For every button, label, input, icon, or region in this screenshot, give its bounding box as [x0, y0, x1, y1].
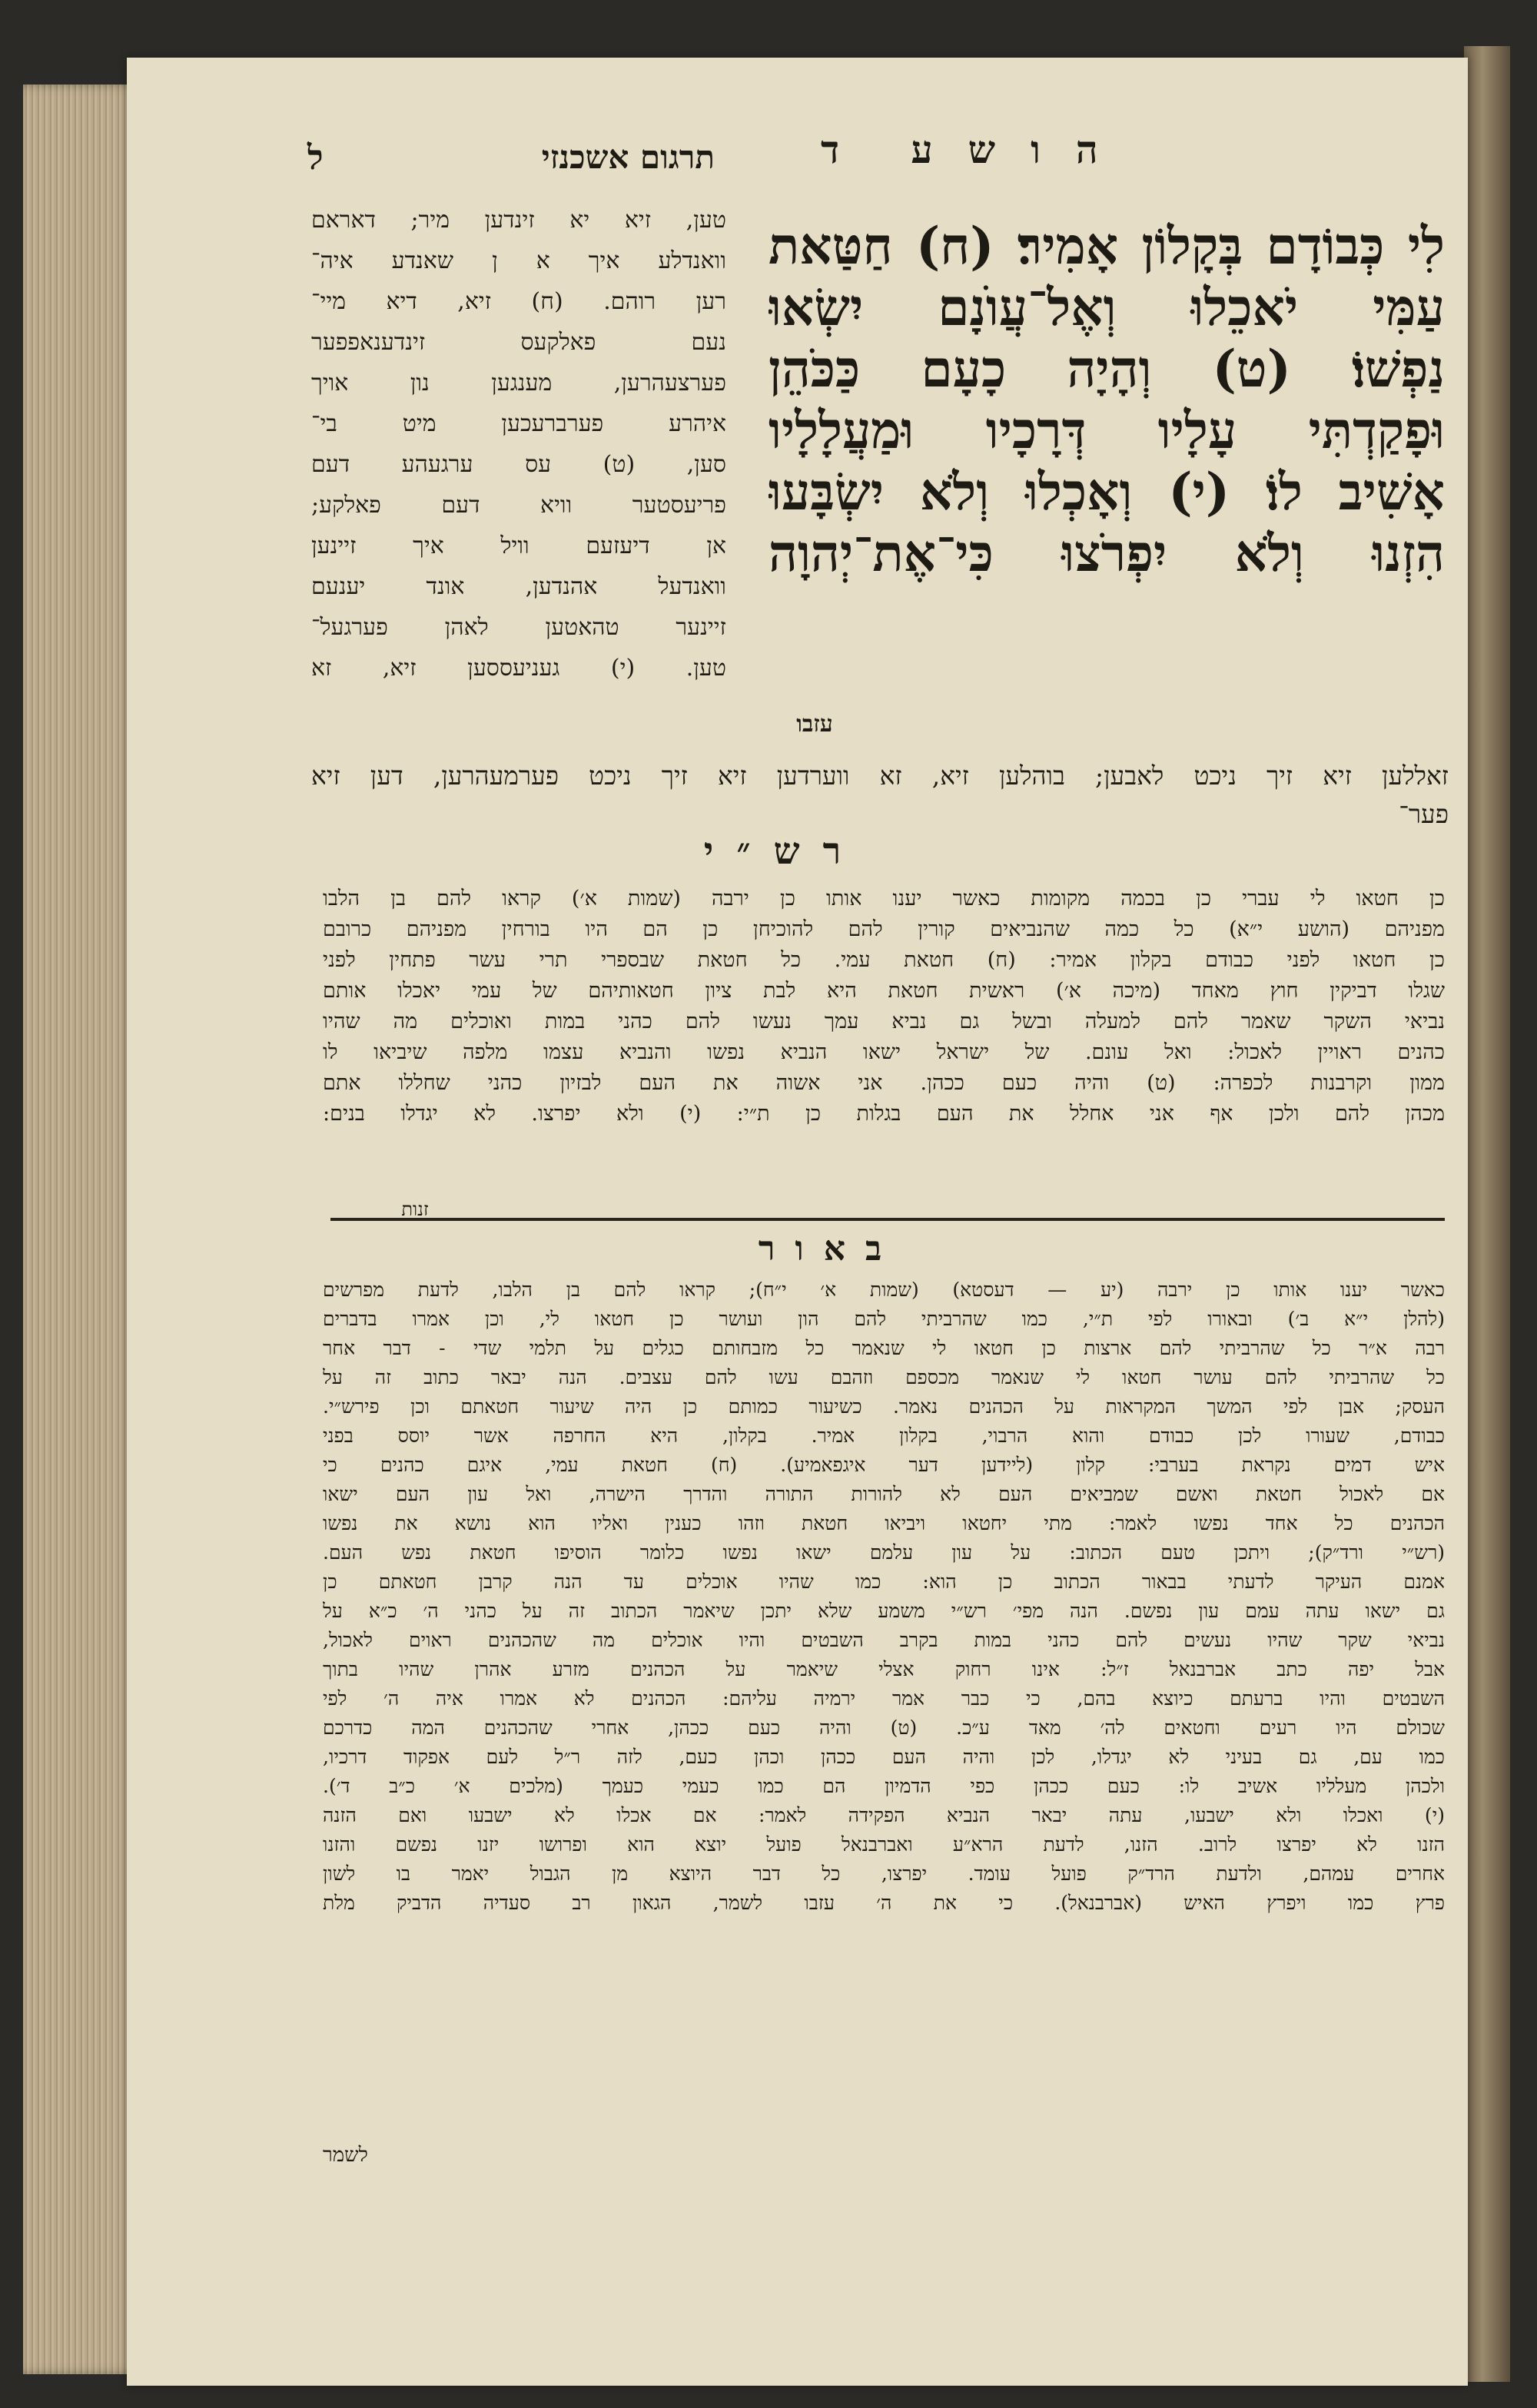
verse-catchword: עזבו — [796, 711, 833, 738]
biur-line: השבטים והיו ברעתם כיוצא בהם, כי כבר אמר ירמיה עליהם: הכהנים לא אמרו איה ה׳ לפי — [323, 1687, 1445, 1710]
biur-line: גם ישאו עתה עמם עון נפשם. הנה מפי׳ רש״י משמע שלא יתכן שיאמר הכתוב זה על כהני ה׳ כ״א על — [323, 1600, 1445, 1622]
running-head-page-letter: ד — [820, 127, 840, 172]
rashi-heading: רש״י — [703, 830, 865, 873]
targum-line: זאללען זיא זיך ניכט לאבען; בוהלען זיא, זא ווערדען זיא זיך ניכט פערמעהרען, דען זיא — [311, 761, 1449, 791]
biur-line: העסק; אבן לפי המשך המקראות על הכהנים נאמר. כשיעור כמותם כן היה שיעור חטאתם וכן פירש״י. — [323, 1395, 1445, 1418]
hebrew-verse-text — [768, 215, 1445, 584]
targum-line: וואנדעל אהנדען, אונד יענעם — [311, 573, 726, 600]
biur-line: אם לאכול חטאת ואשם שמביאים העם לא להורות התורה והדרך הישרה, ואל עון העם ישאו — [323, 1483, 1445, 1505]
targum-line: סען, (ט) עס ערגעהע דעם — [311, 451, 726, 478]
biur-line: איש דמים נקראת בערבי: קלון (ליידען דער איגפאמיע). (ח) חטאת עמי, איגם כהנים כי — [323, 1454, 1445, 1476]
rashi-line: נביאי השקר שאמר להם למעלה ובשל גם נביא עמך נעשו להם כהני במות ואוכלים מה שהיו — [323, 1010, 1445, 1033]
biur-commentary — [323, 1275, 1445, 1918]
rashi-commentary — [323, 884, 1445, 1129]
biur-line: ולכהן מעלליו אשיב לו: כעם ככהן כפי הדמיון הם כמו כעמי כעמך (מלכים א׳ כ״ב ד׳). — [323, 1775, 1445, 1797]
rashi-line: כן חטאו לפני כבודם בקלון אמיר: (ח) חטאת עמי. כל חטאת שבספרי תרי עשר פתחין לפני — [323, 948, 1445, 972]
targum-line: רען רוהם. (ח) זיא, דיא מיי־ — [311, 288, 726, 315]
biur-line: אמנם העיקר לדעתי בבאור הכתוב כן הוא: כמו שהיו אוכלים עד הנה קרבן חטאתם כן — [323, 1571, 1445, 1593]
targum-line: פריעסטער וויא דעם פאלקע; — [311, 492, 726, 519]
targum-line: איהרע פערברעכען מיט בי־ — [311, 410, 726, 437]
rashi-catchword: זנות — [401, 1199, 429, 1220]
targum-line: פער־ — [1399, 799, 1449, 829]
biur-line: רבה א״ר כל שהרביתי להם ארצות כן חטאו לי שנאמר כל מזבחותם כגלים על תלמי שדי - דבר אחר — [323, 1337, 1445, 1359]
biur-line: הכהנים כל אחד נפשו לאמר: מתי יחטאו ויביאו חטאת וזהו כענין ואליו הוא נושא את נפשו — [323, 1512, 1445, 1534]
biur-line: פרץ כמו ויפרץ האיש (אברבנאל). כי את ה׳ עזבו לשמר, הגאון רב סעדיה הדביק מלת — [323, 1892, 1445, 1914]
verse-line: אָשִׁיב לוֹ׃ (י) וְאָכְלוּ וְלֹא יִשְׂבָּעוּ — [768, 462, 1445, 522]
verse-line: הִזְנוּ וְלֹא יִפְרֹצוּ כִּי־אֶת־יְהוָה — [768, 523, 1445, 583]
verse-line: לִי כְּבוֹדָם בְּקָלוֹן אָמִיר׃ (ח) חַטַּאת — [768, 216, 1445, 276]
biur-line: כמו עם, גם בעיני לא יגדלו, לכן והיה העם ככהן וכהן כעם, לזה ר״ל לעם אפקוד דרכיו, — [323, 1746, 1445, 1768]
rashi-line: כהנים ראויין לאכול: ואל עונם. של ישראל ישאו הנביא נפשו והנביא עצמו מלפה שיביאו לו — [323, 1040, 1445, 1064]
targum-line: זיינער טהאטען לאהן פערגעל־ — [311, 614, 726, 641]
rashi-line: ממון וקרבנות לכפרה: (ט) והיה כעם ככהן. אני אשוה את העם לבזיון כהני שחללו אתם — [323, 1071, 1445, 1095]
rashi-line: שגלו דביקין חוץ מאחד (מיכה א׳) ראשית חטאת היא לבת ציון חטאותיהם של עמי יאכלו אותם — [323, 979, 1445, 1003]
running-head-targum-letter: ל — [307, 138, 324, 177]
biur-line: הזנו לא יפרצו לרוב. הזנו, לדעת הרא״ע ואברבנאל פועל יוצא הוא ופרושו יזנו נפשם והזנו — [323, 1833, 1445, 1856]
biur-line: (י) ואכלו ולא ישבעו, עתה יבאר הנביא הפקידה לאמר: אם אכלו לא ישבעו ואם הזנה — [323, 1804, 1445, 1826]
running-head-targum-title: תרגום אשכנזי — [541, 138, 715, 176]
targum-column — [311, 200, 726, 688]
verse-line: נַפְשׁוֹ׃ (ט) וְהָיָה כָעָם כַּכֹּהֵן — [768, 339, 1445, 399]
biur-catchword: לשמר — [323, 2144, 368, 2167]
biur-line: (רש״י ורד״ק); ויתכן טעם הכתוב: על עון עלמם ישאו נפשו כלומר הוסיפו חטאת נפש העם. — [323, 1541, 1445, 1564]
rashi-line: מכהן להם ולכן אף אני אחלל את העם בגלות כן ת״י: (י) ולא יפרצו. לא יגדלו בנים: — [323, 1102, 1445, 1126]
rashi-line: מפניהם (הושע י״א) כל כמה שהנביאים קורין להם להוכיחן כן הם היו בורחין מפניהם כרובם — [323, 917, 1445, 941]
verse-line: וּפָקַדְתִּי עָלָיו דְּרָכָיו וּמַעֲלָלָיו — [768, 400, 1445, 460]
biur-line: כל שהרביתי להם עושר חטאו לי שנאמר מכספם וזהבם עשו להם עצבים. הנה יבאר כתוב זה על — [323, 1366, 1445, 1388]
targum-line: וואנדלע איך א ן שאנדע איה־ — [311, 247, 726, 274]
targum-continuation — [311, 757, 1449, 834]
biur-line: שכולם היו רעים וחטאים לה׳ מאד ע״כ. (ט) והיה כעם ככהן, אחרי שהכהנים המה כדרכם — [323, 1716, 1445, 1739]
targum-line: נעם פאלקעס זינדענאפפער — [311, 329, 726, 356]
rashi-line: כן חטאו לי עברי כן בכמה מקומות כאשר יענו אותו כן ירבה (שמות א׳) קראו להם בן הלבו — [323, 887, 1445, 910]
biur-heading: באור — [758, 1229, 902, 1269]
targum-line: טען, זיא יא זינדען מיר; דאראם — [311, 207, 726, 234]
biur-line: כאשר יענו אותו כן ירבה (יע — דעסטא) (שמות א׳ י״ח); קראו להם בן הלבו, לדעת מפרשים — [323, 1279, 1445, 1301]
verse-line: עַמִּי יֹאכֵלוּ וְאֶל־עֲוֺנָם יִשְׂאוּ — [768, 277, 1445, 337]
targum-line: פערצעהרען, מענגען נון אויך — [311, 370, 726, 396]
section-divider — [330, 1218, 1445, 1221]
biur-line: (להלן י״א ב׳) ובאורו לפי ת״י, כמו שהרביתי להם הון ועושר כן חטאו לי, וכן אמרו בדברים — [323, 1308, 1445, 1330]
running-head-book-title: הושע — [911, 127, 1134, 172]
biur-line: נביאי שקר שהיו נעשים להם כהני במות בקרב השבטים והיו אוכלים מה שהכהנים ראוים לאכול, — [323, 1629, 1445, 1651]
targum-line: טען. (י) געניעססען זיא, זא — [311, 655, 726, 682]
biur-line: אבל יפה כתב אברבנאל ז״ל: אינו רחוק אצלי שיאמר על הכהנים מזרע אהרן שהיו בתוך — [323, 1658, 1445, 1680]
biur-line: אחרים עמהם, ולדעת הרד״ק פועל עומד. יפרצו, כל דבר היוצא מן הגבול יאמר בו לשון — [323, 1862, 1445, 1885]
targum-line: אן דיעזעם וויל איך זיינען — [311, 532, 726, 559]
book-binding-edge — [1464, 46, 1510, 2382]
biur-line: כבודם, שעורו לכן כבודם והוא הרבוי, בקלון אמיר. בקלון, היא החרפה אשר יוסס בפני — [323, 1425, 1445, 1447]
